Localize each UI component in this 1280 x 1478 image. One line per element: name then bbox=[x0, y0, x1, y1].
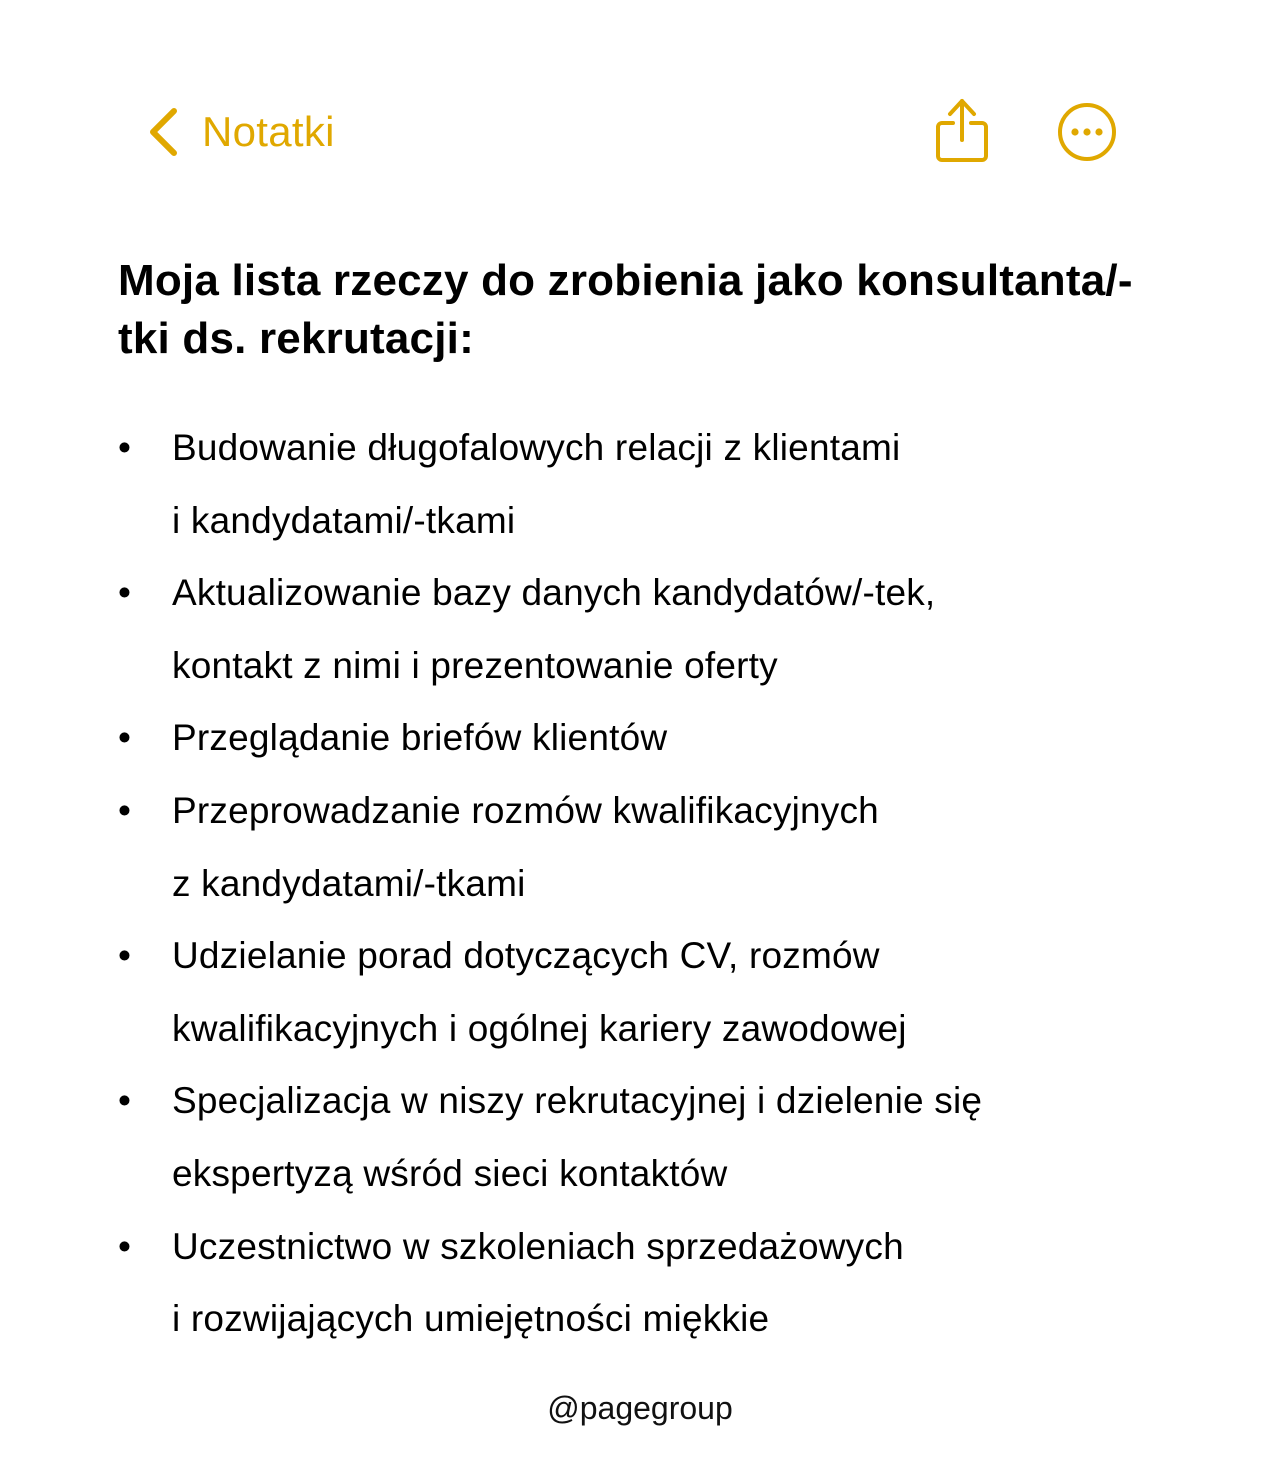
todo-list bbox=[118, 412, 1178, 1356]
list-item bbox=[118, 557, 1178, 702]
list-item bbox=[118, 920, 1178, 1065]
bullet-icon: • bbox=[118, 1225, 132, 1267]
navigation-bar bbox=[0, 0, 1280, 200]
list-item-text: i kandydatami/-tkami bbox=[172, 499, 516, 541]
bullet-icon: • bbox=[118, 935, 132, 977]
back-button[interactable] bbox=[146, 100, 335, 164]
list-item-text: Przeprowadzanie rozmów kwalifikacyjnych bbox=[172, 789, 879, 831]
list-item-text: Budowanie długofalowych relacji z klientami bbox=[172, 427, 901, 468]
chevron-left-icon bbox=[146, 106, 180, 158]
note-title: Moja lista rzeczy do zrobienia jako konsultanta/-tki ds. rekrutacji: bbox=[118, 256, 1133, 363]
list-item bbox=[118, 1211, 1178, 1356]
bullet-icon: • bbox=[118, 427, 132, 468]
list-item-text: kwalifikacyjnych i ogólnej kariery zawodowej bbox=[172, 1007, 907, 1049]
list-item-text: Uczestnictwo w szkoleniach sprzedażowych bbox=[172, 1225, 904, 1267]
list-item-text: Specjalizacja w niszy rekrutacyjnej i dzielenie się bbox=[172, 1080, 983, 1122]
list-item-text: Przeglądanie briefów klientów bbox=[172, 717, 668, 759]
list-item-text: i rozwijających umiejętności miękkie bbox=[172, 1298, 770, 1340]
list-item bbox=[118, 412, 1178, 557]
list-item-text: Aktualizowanie bazy danych kandydatów/-tek, bbox=[172, 572, 936, 614]
list-item bbox=[118, 702, 1178, 775]
list-item-text: kontakt z nimi i prezentowanie oferty bbox=[172, 644, 778, 686]
back-button-label: Notatki bbox=[202, 108, 335, 155]
list-item-text: ekspertyzą wśród sieci kontaktów bbox=[172, 1152, 728, 1194]
ellipsis-circle-icon[interactable] bbox=[1057, 102, 1117, 162]
list-item-text: Udzielanie porad dotyczących CV, rozmów bbox=[172, 935, 880, 977]
bullet-icon: • bbox=[118, 717, 132, 759]
bullet-icon: • bbox=[118, 789, 132, 831]
share-icon[interactable] bbox=[934, 96, 990, 164]
list-item bbox=[118, 1065, 1178, 1210]
bullet-icon: • bbox=[118, 1080, 132, 1122]
bullet-icon: • bbox=[118, 572, 132, 614]
list-item-text: z kandydatami/-tkami bbox=[172, 862, 526, 904]
footer-handle: @pagegroup bbox=[547, 1390, 733, 1426]
list-item bbox=[118, 775, 1178, 920]
